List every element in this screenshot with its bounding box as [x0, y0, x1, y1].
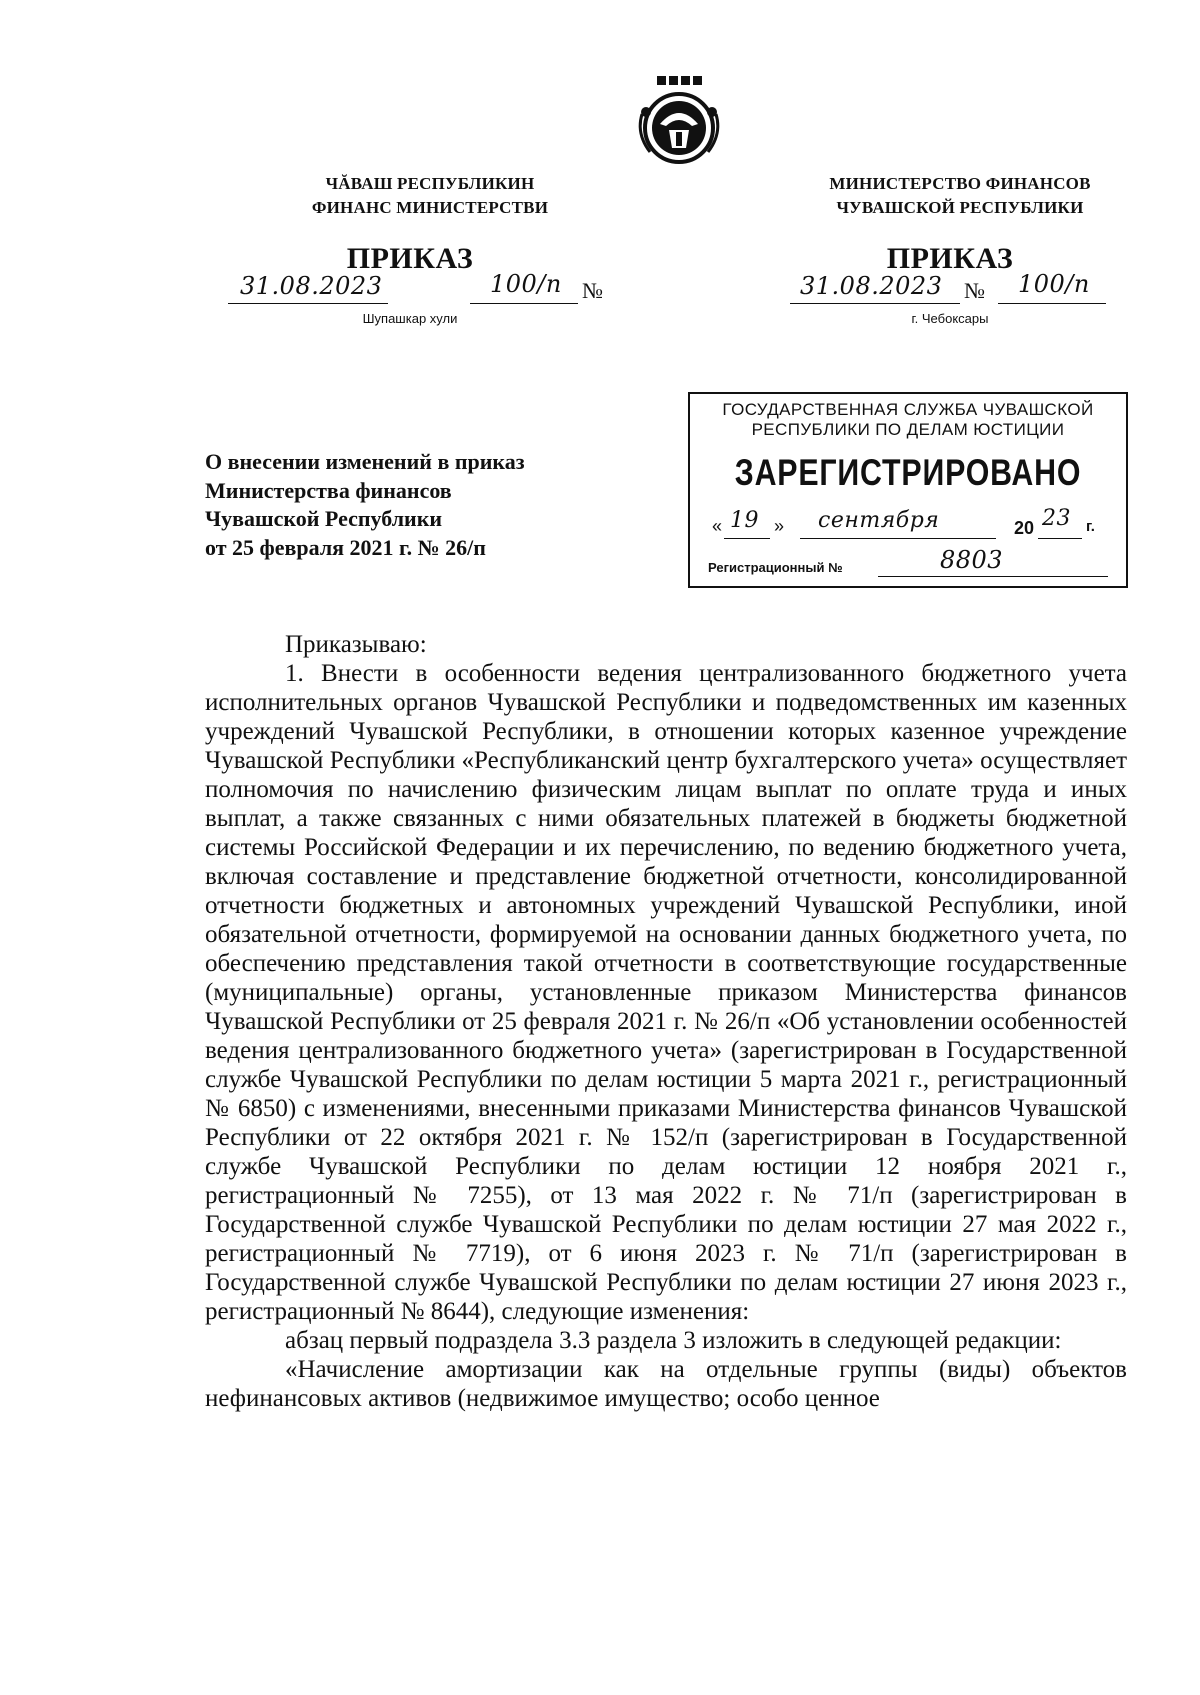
order-title-right: ПРИКАЗ: [886, 242, 1014, 275]
header-right-line2: ЧУВАШСКОЙ РЕСПУБЛИКИ: [836, 198, 1084, 217]
stamp-regno-value: 8803: [940, 546, 1004, 574]
number-underline-left: [470, 303, 578, 304]
stamp-regno-underline: [878, 576, 1108, 577]
date-underline-left: [228, 303, 388, 304]
stamp-header: [690, 400, 1126, 440]
stamp-quote-open: «: [712, 516, 723, 536]
subject-line1: О внесении изменений в приказ: [205, 449, 525, 474]
number-sign-right: №: [964, 278, 985, 303]
header-right-line1: МИНИСТЕРСТВО ФИНАНСОВ: [829, 174, 1091, 193]
subject-line2: Министерства финансов: [205, 477, 452, 503]
stamp-regno: [708, 546, 1118, 580]
registration-stamp: [688, 392, 1128, 588]
order-date-right: 31.08.2023: [800, 272, 943, 300]
order-date-left: 31.08.2023: [240, 272, 383, 300]
header-left: [270, 172, 590, 220]
body-paragraph-1: 1. Внести в особенности ведения централизованного бюджетного учета исполнительных органов Чувашской Республики и подведомственных им казенных учреждений Чувашской Республики, в отношении которых казенное учреждение Чувашской Республики «Республиканский центр бухгалтерского учета» осуществляет полномочия по начислению физическим лицам выплат по оплате труда и иных выплат, а также связанных с ними обязательных платежей в бюджеты бюджетной системы Российской Федерации и их перечислению, по ведению бюджетного учета, включая составление и представление бюджетной отчетности, консолидированной отчетности бюджетных и автономных учреждений Чувашской Республики, иной обязательной отчетности, формируемой на основании данных бюджетного учета, по обеспечению представления такой отчетности в соответствующие государственные (муниципальные) органы, установленные приказом Министерства финансов Чувашской Республики от 25 февраля 2021 г. № 26/п «Об установлении особенностей ведения централизованного бюджетного учета» (зарегистрирован в Государственной службе Чувашской Республики по делам юстиции 5 марта 2021 г., регистрационный № 6850) с изменениями, внесенными приказами Министерства финансов Чувашской Республики от 22 октября 2021 г. № 152/п (зарегистрирован в Государственной службе Чувашской Республики по делам юстиции 12 ноября 2021 г., регистрационный № 7255), от 13 мая 2022 г. № 71/п (зарегистрирован в Государственной службе Чувашской Республики по делам юстиции 27 мая 2022 г., регистрационный № 7719), от 6 июня 2023 г. № 71/п (зарегистрирован в Государственной службе Чувашской Республики по делам юстиции 27 июня 2023 г., регистрационный № 8644), следующие изменения:: [205, 660, 1127, 1325]
stamp-year-underline: [1038, 538, 1082, 539]
stamp-line1: ГОСУДАРСТВЕННАЯ СЛУЖБА ЧУВАШСКОЙ: [722, 400, 1094, 419]
stamp-year-suffix: 23: [1042, 506, 1071, 531]
document-body: [205, 630, 1127, 1413]
place-right: г. Чебоксары: [911, 311, 989, 326]
order-title-left: ПРИКАЗ: [346, 242, 474, 275]
stamp-year-prefix: 20: [1014, 518, 1035, 538]
stamp-date: [708, 506, 1118, 544]
stamp-registered: ЗАРЕГИСТРИРОВАНО: [734, 452, 1082, 493]
body-paragraph-3: «Начисление амортизации как на отдельные группы (виды) объектов нефинансовых активов (недвижимое имущество; особо ценное: [205, 1356, 1127, 1412]
body-paragraph-2: абзац первый подраздела 3.3 раздела 3 изложить в следующей редакции:: [285, 1327, 1062, 1354]
header-left-line2: ФИНАНС МИНИСТЕРСТВИ: [311, 198, 549, 217]
stamp-day-underline: [724, 538, 770, 539]
stamp-month: сентября: [818, 508, 940, 533]
stamp-regno-label: Регистрационный №: [708, 560, 843, 575]
stamp-line2: РЕСПУБЛИКИ ПО ДЕЛАМ ЮСТИЦИИ: [751, 420, 1065, 439]
place-left: Шупашкар хули: [362, 311, 458, 326]
subject-line4: от 25 февраля 2021 г. № 26/п: [205, 534, 486, 560]
number-underline-right: [998, 303, 1106, 304]
date-underline-right: [790, 303, 960, 304]
header-left-line1: ЧĂВАШ РЕСПУБЛИКИН: [325, 174, 535, 193]
order-number-right: 100/п: [1018, 270, 1090, 298]
stamp-year-unit: г.: [1086, 518, 1095, 535]
coat-of-arms-emblem: [634, 74, 724, 170]
stamp-month-underline: [800, 538, 996, 539]
subject-line3: Чувашской Республики: [205, 506, 443, 531]
body-paragraph-order: Приказываю:: [285, 631, 427, 658]
document-subject: [205, 448, 625, 562]
header-right: [800, 172, 1120, 220]
number-sign-left: №: [582, 278, 603, 303]
order-number-left: 100/п: [490, 270, 562, 298]
stamp-quote-close: »: [774, 516, 785, 536]
stamp-day: 19: [730, 508, 759, 533]
